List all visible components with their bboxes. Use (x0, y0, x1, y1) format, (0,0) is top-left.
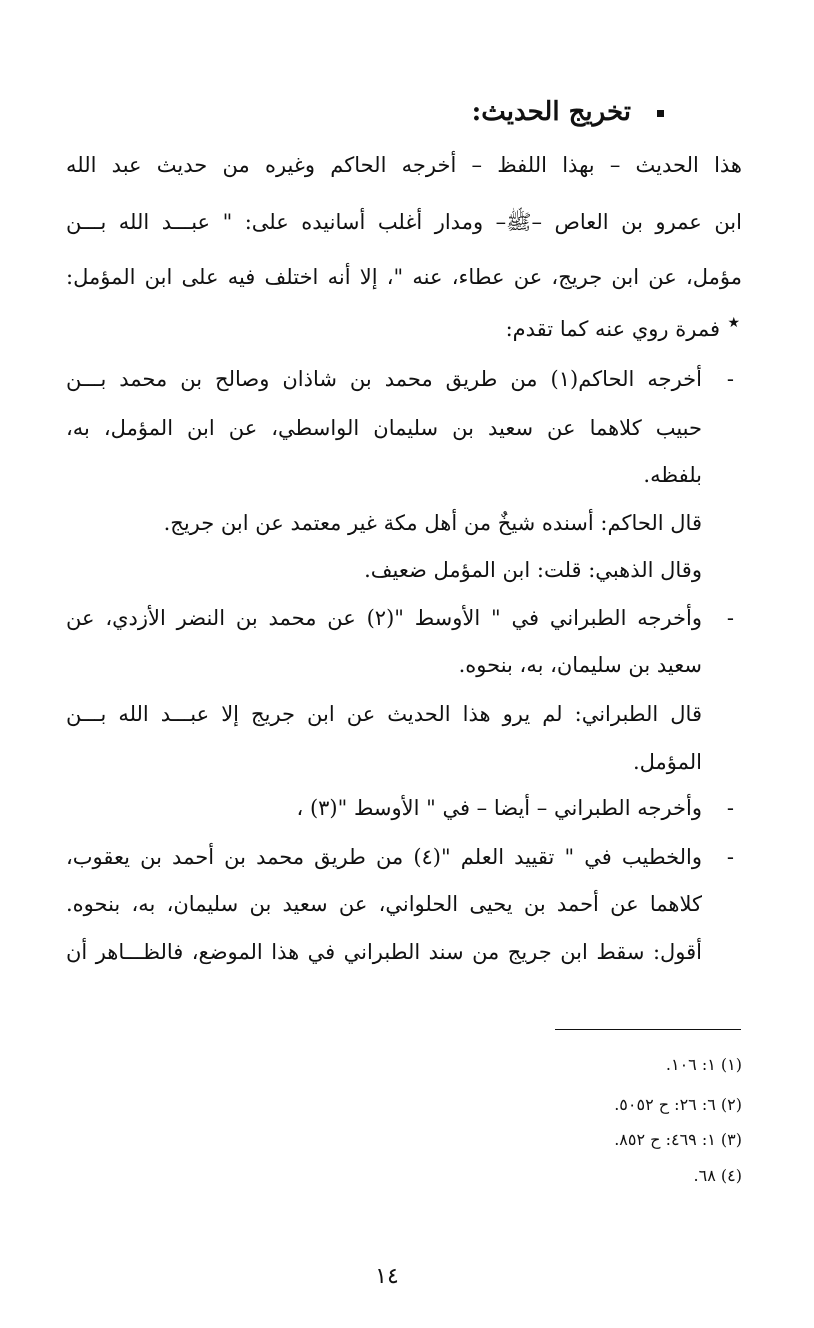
body-line: ابن عمرو بن العاص –ﷺ– ومدار أغلب أسانيده على: " عبـــد الله بـــن (66, 210, 742, 234)
list-item-line: والخطيب في " تقييد العلم "(٤) من طريق محمد بن أحمد بن يعقوب، (66, 845, 702, 869)
list-item-line: كلاهما عن أحمد بن يحيى الحلواني، عن سعيد بن سليمان، به، بنحوه. (66, 892, 702, 916)
body-line: مؤمل، عن ابن جريج، عن عطاء، عنه "، إلا أنه اختلف فيه على ابن المؤمل: (66, 265, 742, 289)
footnote: (١) ١: ١٠٦. (665, 1055, 742, 1074)
footnote-separator (555, 1029, 741, 1030)
list-item-line: وأخرجه الطبراني – أيضا – في " الأوسط "(٣) ، (296, 796, 702, 820)
page-number: ١٤ (375, 1264, 399, 1289)
star-bullet-icon: ★ (727, 315, 740, 331)
section-heading (104, 92, 664, 132)
body-line: فمرة روي عنه كما تقدم: (505, 317, 720, 341)
body-line: أقول: سقط ابن جريج من سند الطبراني في هذا الموضع، فالظـــاهر أن (66, 940, 702, 964)
body-line: هذا الحديث – بهذا اللفظ – أخرجه الحاكم وغيره من حديث عبد الله (66, 153, 742, 177)
dash-bullet-icon: - (726, 845, 734, 869)
list-item-line: أخرجه الحاكم(١) من طريق محمد بن شاذان وصالح بن محمد بـــن (66, 367, 702, 391)
square-bullet-icon (657, 110, 664, 117)
list-item-line: وأخرجه الطبراني في " الأوسط "(٢) عن محمد بن النضر الأزدي، عن (66, 606, 702, 630)
footnote: (٤) ٦٨. (693, 1166, 742, 1185)
footnote: (٣) ١: ٤٦٩: ح ٨٥٢. (614, 1130, 742, 1149)
dash-bullet-icon: - (726, 796, 734, 820)
note-line: المؤمل. (632, 750, 702, 774)
section-heading-text: تخريج الحديث: (471, 97, 631, 127)
note-line: وقال الذهبي: قلت: ابن المؤمل ضعيف. (364, 558, 702, 582)
dash-bullet-icon: - (726, 367, 734, 391)
dash-bullet-icon: - (726, 606, 734, 630)
note-line: قال الطبراني: لم يرو هذا الحديث عن ابن جريج إلا عبـــد الله بـــن (66, 702, 702, 726)
note-line: قال الحاكم: أسنده شيخٌ من أهل مكة غير معتمد عن ابن جريج. (163, 511, 702, 535)
list-item-line: حبيب كلاهما عن سعيد بن سليمان الواسطي، عن ابن المؤمل، به، (66, 416, 702, 440)
footnote: (٢) ٦: ٢٦: ح ٥٠٥٢. (614, 1095, 742, 1114)
list-item-line: بلفظه. (643, 463, 702, 487)
list-item-line: سعيد بن سليمان، به، بنحوه. (458, 653, 702, 677)
